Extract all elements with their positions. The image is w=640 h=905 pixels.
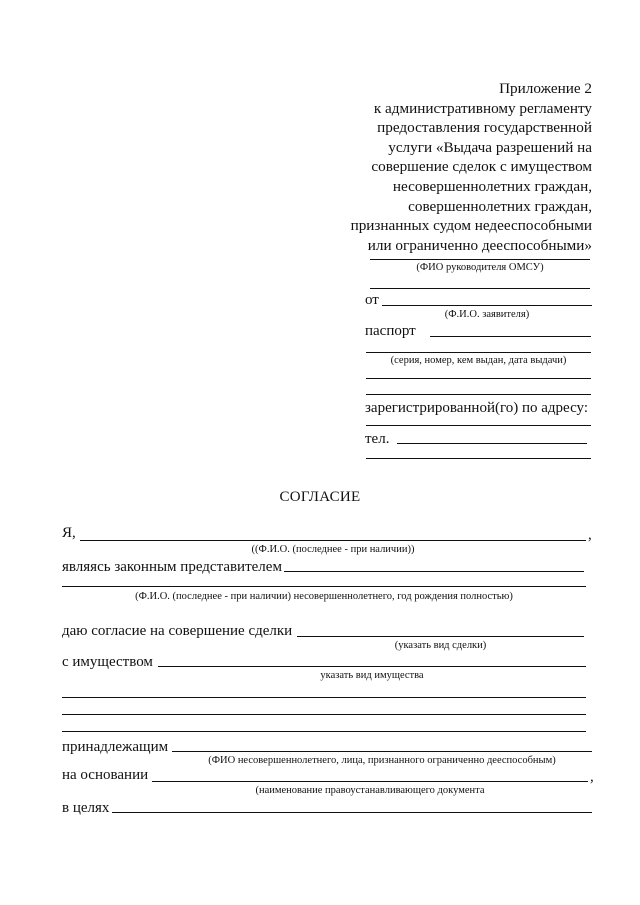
property-line-2[interactable] xyxy=(62,697,586,698)
appendix-reference xyxy=(262,79,592,255)
address-line[interactable] xyxy=(366,425,591,426)
property-caption: указать вид имущества xyxy=(320,670,424,681)
basis-caption: (наименование правоустанавливающего документа xyxy=(255,785,485,796)
property-line-4[interactable] xyxy=(62,731,586,732)
passport-line-3[interactable] xyxy=(366,378,591,379)
representative-name-line[interactable] xyxy=(80,540,586,541)
representative-name-caption: ((Ф.И.О. (последнее - при наличии)) xyxy=(251,544,415,555)
document-title: СОГЛАСИЕ xyxy=(279,489,361,505)
belonging-caption: (ФИО несовершеннолетнего, лица, признанного ограниченно дееспособным) xyxy=(208,755,556,766)
passport-caption: (серия, номер, кем выдан, дата выдачи) xyxy=(390,355,567,366)
omsu-head-line-2[interactable] xyxy=(370,288,590,289)
deal-type-caption: (указать вид сделки) xyxy=(394,640,487,651)
purpose-line[interactable] xyxy=(112,812,592,813)
passport-line-4[interactable] xyxy=(366,394,591,395)
property-label: с имуществом xyxy=(62,654,153,670)
comma: , xyxy=(588,527,592,543)
belonging-label: принадлежащим xyxy=(62,739,169,755)
phone-line[interactable] xyxy=(397,443,587,444)
basis-label: на основании xyxy=(62,767,149,783)
property-line-3[interactable] xyxy=(62,714,586,715)
property-line[interactable] xyxy=(158,666,586,667)
deal-type-line[interactable] xyxy=(297,636,584,637)
passport-line-2[interactable] xyxy=(366,352,591,353)
appendix-line: Приложение 2 xyxy=(499,80,592,97)
purpose-label: в целях xyxy=(62,800,110,816)
consent-label: даю согласие на совершение сделки xyxy=(62,623,293,639)
minor-name-caption: (Ф.И.О. (последнее - при наличии) несовершеннолетнего, год рождения полностью) xyxy=(135,591,513,602)
applicant-name-line[interactable] xyxy=(382,305,592,306)
omsu-head-line[interactable] xyxy=(370,259,590,260)
belonging-line[interactable] xyxy=(172,751,592,752)
minor-name-line[interactable] xyxy=(62,586,586,587)
applicant-caption: (Ф.И.О. заявителя) xyxy=(444,309,530,320)
representative-line[interactable] xyxy=(284,571,584,572)
appendix-line: несовершеннолетних граждан, xyxy=(392,177,592,195)
representative-label: являясь законным представителем xyxy=(62,559,282,575)
appendix-line: или ограниченно дееспособными» xyxy=(367,236,592,254)
phone-line-2[interactable] xyxy=(366,458,591,459)
omsu-head-caption: (ФИО руководителя ОМСУ) xyxy=(416,262,544,273)
appendix-line: признанных судом недееспособными xyxy=(350,217,592,235)
i-label: Я, xyxy=(62,525,76,541)
passport-label: паспорт xyxy=(365,323,416,339)
from-label: от xyxy=(365,292,379,308)
registered-address-label: зарегистрированной(го) по адресу: xyxy=(365,400,589,416)
appendix-line: совершеннолетних граждан, xyxy=(408,197,592,215)
passport-line[interactable] xyxy=(430,336,591,337)
appendix-line: совершение сделок с имуществом xyxy=(371,158,592,176)
phone-label: тел. xyxy=(365,431,390,447)
appendix-line: к административному регламенту xyxy=(373,99,592,117)
appendix-line: предоставления государственной xyxy=(377,119,592,137)
basis-line[interactable] xyxy=(152,781,588,782)
appendix-line: услуги «Выдача разрешений на xyxy=(388,138,592,156)
basis-comma: , xyxy=(590,769,594,785)
